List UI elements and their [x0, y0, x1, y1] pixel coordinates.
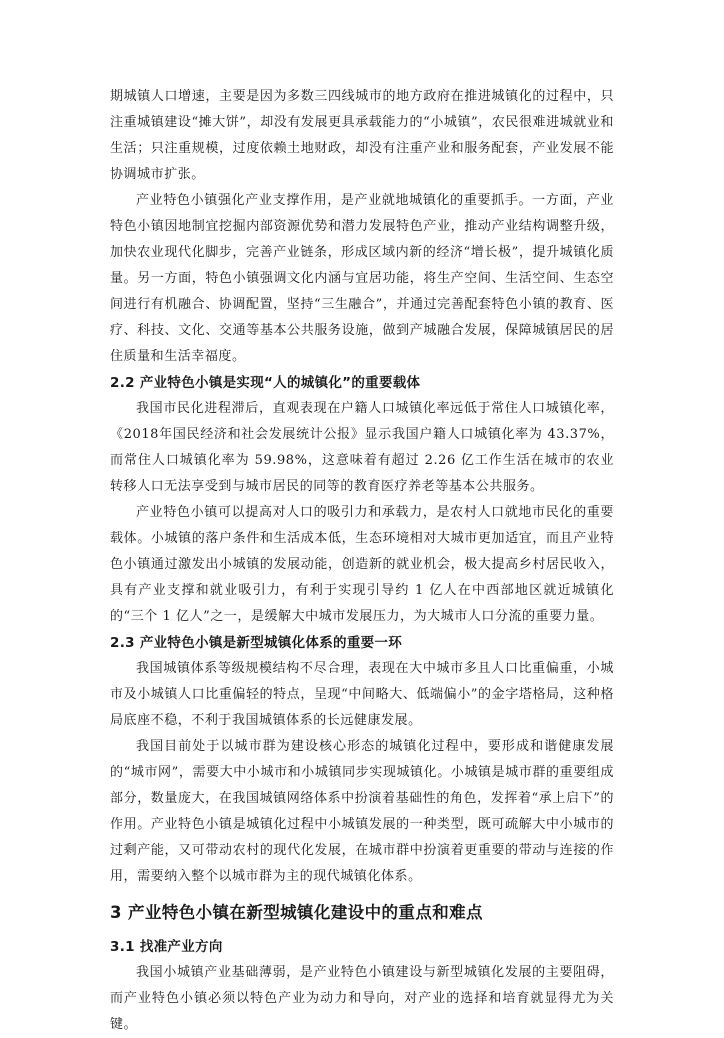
paragraph-industry-direction: 我国小城镇产业基础薄弱，是产业特色小镇建设与新型城镇化发展的主要阻碍，而产业特色小镇必须以特色产业为动力和导向，对产业的选择和培育就显得尤为关键。	[110, 965, 614, 1032]
paragraph-continuation: 期城镇人口增速，主要是因为多数三四线城市的地方政府在推进城镇化的过程中，只注重城镇建设“摊大饼”，却没有发展更具承载能力的“小城镇”，农民很难进城就业和生活；只注重规模，过度依赖土地财政，却没有注重产业和服务配套，产业发展不能协调城市扩张。	[110, 89, 614, 182]
paragraph-industry-support: 产业特色小镇强化产业支撑作用，是产业就地城镇化的重要抓手。一方面，产业特色小镇因地制宜挖掘内部资源优势和潜力发展特色产业，推动产业结构调整升级，加快农业现代化脚步，完善产业链条，形成区域内新的经济“增长极”，提升城镇化质量。另一方面，特色小镇强调文化内涵与宜居功能，将生产空间、生活空间、生态空间进行有机融合、协调配置，坚持“三生融合”，并通过完善配套特色小镇的教育、医疗、科技、文化、交通等基本公共服务设施，做到产城融合发展，保障城镇居民的居住质量和生活幸福度。	[110, 193, 614, 364]
paragraph-population-attraction: 产业特色小镇可以提高对人口的吸引力和承载力，是农村人口就地市民化的重要载体。小城镇的落户条件和生活成本低，生态环境相对大城市更加适宜，而且产业特色小镇通过激发出小城镇的发展动能，创造新的就业机会，极大提高乡村居民收入，具有产业支撑和就业吸引力，有利于实现引导约 1 亿人在中西部地区就近城镇化的“三个 1 亿人”之一，是缓解大中城市发展压力，为大城市人口分流的重要力量。	[110, 505, 614, 624]
chapter-heading-3: 3 产业特色小镇在新型城镇化建设中的重点和难点	[110, 903, 483, 922]
paragraph-urbanization-rate: 我国市民化进程滞后，直观表现在户籍人口城镇化率远低于常住人口城镇化率，《2018年国民经济和社会发展统计公报》显示我国户籍人口城镇化率为 43.37%，而常住人口城镇化率为 59.98%，这意味着有超过 2.26 亿工作生活在城市的农业转移人口无法享受到与城市居民的同等的教育医疗养老等基本公共服务。	[110, 401, 614, 494]
section-heading-3-1: 3.1 找准产业方向	[110, 939, 223, 955]
paragraph-city-system: 我国城镇体系等级规模结构不尽合理，表现在大中城市多且人口比重偏重，小城市及小城镇人口比重偏轻的特点，呈现“中间略大、低端偏小”的金字塔格局，这种格局底座不稳，不利于我国城镇体系的长远健康发展。	[110, 661, 614, 728]
section-heading-2-2: 2.2 产业特色小镇是实现“人的城镇化”的重要载体	[110, 375, 421, 391]
section-heading-2-3: 2.3 产业特色小镇是新型城镇化体系的重要一环	[110, 635, 403, 651]
paragraph-city-cluster: 我国目前处于以城市群为建设核心形态的城镇化过程中，要形成和谐健康发展的“城市网”，需要大中小城市和小城镇同步实现城镇化。小城镇是城市群的重要组成部分，数量庞大，在我国城镇网络体系中扮演着基础性的角色，发挥着“承上启下”的作用。产业特色小镇是城镇化过程中小城镇发展的一种类型，既可疏解大中小城市的过剩产能，又可带动农村的现代化发展，在城市群中扮演着更重要的带动与连接的作用，需要纳入整个以城市群为主的现代城镇化体系。	[110, 739, 614, 884]
